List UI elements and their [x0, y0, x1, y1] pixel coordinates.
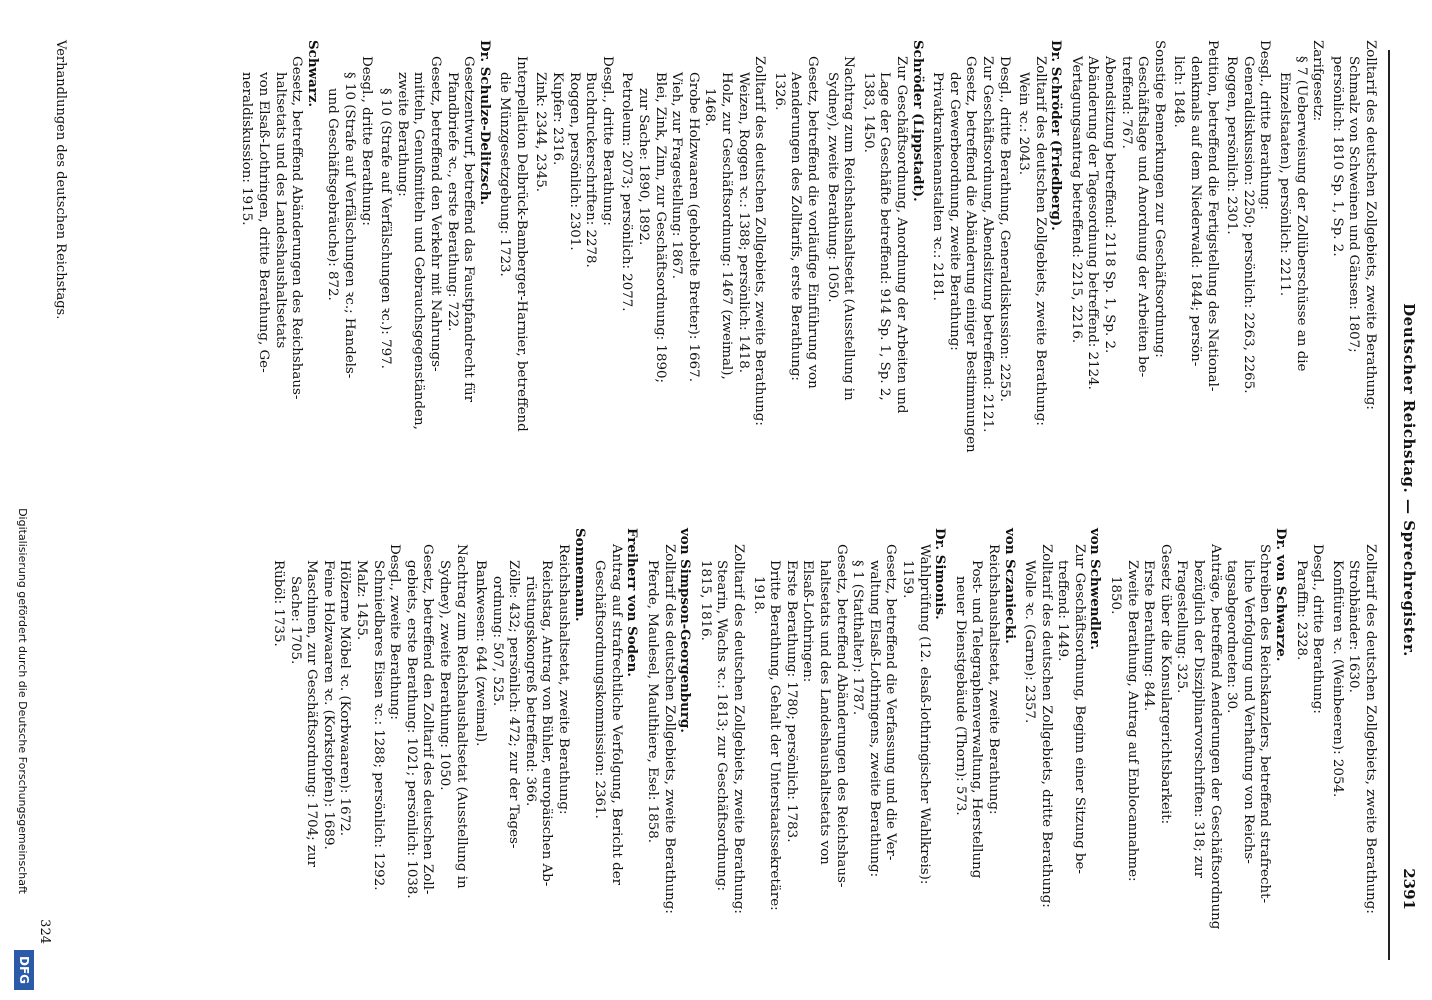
register-entry [696, 528, 746, 958]
running-title: Deutscher Reichstag. — Sprechregister. [1400, 303, 1418, 657]
entry-line: Hölzerne Möbel ꝛc. (Korbwaaren): 1672. [337, 560, 353, 836]
register-entry [859, 40, 925, 530]
entry-line: Zolltarif des deutschen Zollgebiets, dritte Berathung: [1038, 544, 1054, 908]
register-entry [1021, 528, 1104, 958]
entry-line: Schmiedbares Eisen ꝛc.: 1288; persönlich: 1292. [370, 560, 386, 891]
register-entry [1067, 40, 1167, 530]
entry-line: Zolltarif des deutschen Zollgebiets, zweite Berathung: [1363, 544, 1378, 914]
entry-line: neuer Dienstgebäude (Thorn): 573. [952, 576, 968, 816]
entry-line: Vertagungsantrag betreffend: 2215, 2216. [1068, 56, 1084, 344]
right-column [266, 528, 1378, 958]
digitization-notice [8, 60, 34, 990]
entry-line: Desgl., dritte Berathung: [1257, 40, 1273, 210]
entry-line: Anträge, betreffend Aenderungen der Geschäftsordnung [1207, 544, 1223, 930]
register-entry [472, 528, 588, 958]
entry-line: 1326. [771, 72, 787, 111]
register-entry [823, 40, 856, 530]
entry-line: haltsetats und des Landeshaushaltsetats von [817, 560, 832, 865]
register-entry [269, 528, 468, 958]
entry-line: von Elsaß-Lothringen, dritte Berathung, Ge- [256, 72, 271, 373]
entry-line: Gesetz, betreffend den Verkehr mit Nahrungs- [427, 56, 443, 372]
entry-line: die Münzgesetzgebung: 1723. [497, 72, 513, 277]
entry-line: Gesetz, betreffend den Zolltarif des deutschen Zoll- [420, 544, 436, 895]
register-entry [238, 40, 321, 530]
entry-line: Strohbänder: 1630. [1346, 560, 1362, 693]
register-entry [1328, 528, 1378, 958]
entry-line: Sache: 1705. [287, 576, 303, 665]
entry-line: Bankwesen: 644 (zweimal). [473, 560, 489, 747]
entry-line: zur Sache: 1890, 1892. [636, 88, 652, 246]
register-entry [324, 40, 374, 530]
entry-line: Zur Geschäftsordnung, Anordnung der Arbeiten und [893, 56, 909, 414]
entry-line: Rüböl: 1735. [271, 560, 286, 647]
speaker-name: Sonnemann. [571, 528, 588, 622]
entry-line: haltsetats und des Landeshaushaltsetats [272, 72, 288, 349]
running-head [1392, 50, 1418, 910]
entry-line: Roggen, persönlich: 2301. [1224, 56, 1240, 235]
entry-line: Schmalz von Schweinen und Gänsen: 1807; [1346, 56, 1362, 353]
entry-line: treffend: 767. [1118, 56, 1134, 149]
register-entry [929, 40, 1012, 530]
left-column [235, 40, 1378, 530]
entry-line: Zarifgesetz: [1310, 40, 1326, 122]
register-entry [1292, 528, 1325, 958]
entry-line: Kupfer: 2316. [550, 72, 566, 166]
entry-line: Zur Geschäftsordnung, Abendsitzung betreffend: 2121. [979, 56, 995, 433]
entry-line: Nachtrag zum Reichshaushaltsetat (Ausstellung in [453, 544, 469, 889]
entry-line: Zolltarif des deutschen Zollgebiets, zweite Berathung: [1363, 40, 1378, 410]
register-entry [1015, 40, 1065, 530]
entry-line: tagsabgeordneten: 30. [1224, 560, 1240, 714]
entry-line: liche Verfolgung und Verhaftung von Reichs- [1240, 560, 1256, 864]
entry-line: Holz, zur Geschäftsordnung: 1467 (zweimal), [719, 72, 735, 380]
entry-line: und Geschäftsgebräuche): 872. [325, 88, 341, 301]
register-entry [532, 40, 615, 530]
entry-line: Interpellation Delbrück-Bamberger-Harnier, betreffend [513, 56, 529, 432]
entry-line: Aenderungen des Zolltarifs, erste Berathung: [788, 72, 804, 381]
bottom-note: Verhandlungen des deutschen Reichstags. [53, 40, 68, 320]
entry-line: Roggen, persönlich: 2301. [566, 72, 582, 251]
speaker-name: Dr. von Schwarze. [1273, 528, 1290, 662]
register-entry [1107, 528, 1290, 958]
entry-line: Zink: 2344, 2345. [533, 72, 549, 193]
speaker-name: von Simpson-Georgenburg. [677, 528, 694, 733]
entry-line: Geschäftsordnungskommission: 2361. [592, 560, 608, 819]
page-number: 2391 [1400, 868, 1418, 910]
entry-line: Lage der Geschäfte betreffend: 914 Sp. 1, Sp. 2, [877, 72, 893, 401]
entry-line: Malz: 1455. [353, 560, 369, 641]
entry-line: Petition, betreffend die Fertigstellung des National- [1204, 40, 1220, 392]
entry-line: ordnung: 507, 525. [489, 576, 505, 707]
entry-line: Paraffin: 2328. [1293, 560, 1309, 661]
signature-mark: 324 [37, 919, 52, 944]
entry-line: Petroleum: 2073; persönlich: 2077. [619, 72, 635, 312]
dfg-logo: DFG [14, 950, 34, 990]
entry-line: 1468. [702, 88, 718, 127]
entry-line: der Gewerbeordnung, zweite Berathung: [946, 72, 962, 351]
register-entry [643, 528, 693, 958]
register-entry [1275, 40, 1325, 530]
entry-line: Zölle: 432; persönlich: 472; zur der Tages- [506, 560, 522, 849]
speaker-name: Dr. Simonis. [932, 528, 949, 620]
register-entry [496, 40, 529, 530]
entry-line: Generaldiskussion: 2250; persönlich: 2263, 2265. [1240, 56, 1256, 394]
register-entry [618, 40, 767, 530]
entry-line: Wahlprüfung (12. elsaß-lothringischer Wahlkreis): [916, 544, 932, 885]
entry-line: 1918. [750, 576, 766, 615]
entry-line: Wolle ꝛc. (Garne): 2357. [1022, 560, 1038, 724]
entry-line: Desgl., dritte Berathung: [358, 56, 374, 226]
entry-line: Sonstige Bemerkungen zur Geschäftsordnung: [1151, 40, 1167, 358]
entry-line: Post- und Telegraphenverwaltung, Herstellung [969, 560, 985, 879]
speaker-name: Dr. Schulze-Delitzsch. [476, 40, 493, 206]
entry-line: Einzelstaaten), persönlich: 2211. [1277, 72, 1293, 297]
entry-line: Pfandbriefe ꝛc., erste Berathung: 722. [444, 72, 460, 332]
entry-line: Reichstag, Antrag von Bühler, europäischen Ab- [539, 560, 555, 887]
entry-line: neraldiskussion: 1915. [239, 72, 255, 226]
entry-line: Pferde, Maulesel, Maulthiere, Esel: 1858. [645, 560, 661, 844]
entry-line: Stearin, Wachs ꝛc.: 1813; zur Geschäftsordnung: [714, 560, 730, 891]
entry-line: rüstungskongreß betreffend: 366. [522, 576, 538, 807]
speaker-name: Freiherr von Soden. [624, 528, 641, 677]
entry-line: Buchdruckerschriften: 2278. [583, 72, 599, 268]
entry-line: bezüglich der Disziplinarvorschriften: 318; zur [1191, 560, 1207, 878]
speaker-name: Dr. Schröder (Friedberg). [1048, 40, 1065, 231]
entry-line: 1383, 1450. [860, 72, 876, 153]
entry-line: Elsaß-Lothringen: [800, 560, 816, 683]
entry-line: lich: 1848. [1171, 56, 1187, 128]
header-rule [1388, 50, 1390, 960]
digitization-text: Digitalisierung gefördert durch die Deutsche Forschungsgemeinschaft [16, 508, 29, 894]
entry-line: Gesetz, betreffend Abänderungen des Reichshaus- [289, 56, 305, 400]
register-entry [591, 528, 641, 958]
entry-line: Desgl., dritte Berathung: [599, 56, 615, 226]
entry-line: denkmals auf dem Niederwald: 1844; persön- [1188, 56, 1204, 367]
entry-line: Desgl., zweite Berathung: [387, 544, 403, 720]
entry-line: Gesetzentwurf, betreffend das Faustpfandrecht für [461, 56, 477, 403]
entry-line: Abendsitzung betreffend: 2118 Sp. 1, Sp. 2. [1102, 56, 1118, 354]
entry-line: Gesetz, betreffend die vorläufige Einführung von [805, 56, 820, 389]
entry-line: Erste Berathung: 1780; persönlich: 1783. [783, 560, 799, 843]
entry-line: 1159. [899, 560, 915, 599]
entry-line: Antrag auf strafrechtliche Verfolgung, Bericht der [608, 544, 624, 886]
entry-line: § 10 (Strafe auf Verfälschungen ꝛc.): 797. [378, 88, 394, 369]
register-entry [770, 40, 820, 530]
speaker-name: von Sczaniecki. [1001, 528, 1018, 644]
entry-line: Zolltarif des deutschen Zollgebiets, zweite Berathung: [731, 544, 747, 914]
entry-line: Zolltarif des deutschen Zollgebiets, zweite Berathung: [1032, 56, 1048, 426]
entry-line: Abänderung der Tagesordnung betreffend: 2124. [1085, 56, 1101, 390]
speaker-name: von Schwendler. [1087, 528, 1104, 650]
register-entry [1328, 40, 1378, 530]
entry-line: Gesetz, betreffend die Abänderung einiger Bestimmungen [963, 56, 979, 453]
entry-line: Blei, Zink, Zinn, zur Geschäftsordnung: 1890; [652, 72, 668, 384]
register-entry [951, 528, 1017, 958]
entry-line: zweite Berathung: [394, 72, 410, 197]
entry-line: Dritte Berathung, Gehalt der Unterstaatssekretäre: [767, 560, 783, 911]
speaker-name: Schwarz. [304, 40, 321, 108]
entry-line: Reichshaushaltsetat, zweite Berathung: [985, 544, 1001, 815]
register-entry [377, 40, 493, 530]
entry-line: waltung Elsaß-Lothringens, zweite Berathung: [866, 560, 882, 878]
entry-line: Desgl., dritte Berathung, Generaldiskussion: 2255. [996, 56, 1012, 402]
entry-line: Zur Geschäftsordnung, Beginn einer Sitzung be- [1071, 544, 1087, 874]
register-entry [1223, 40, 1273, 530]
entry-line: Wein ꝛc.: 2043. [1016, 72, 1032, 175]
entry-line: persönlich: 1810 Sp. 1, Sp. 2. [1329, 56, 1345, 257]
register-entry [749, 528, 948, 958]
entry-line: mitteln, Genußmitteln und Gebrauchsgegenständen, [411, 72, 427, 430]
entry-line: 1850. [1108, 576, 1124, 615]
entry-line: Konfitüren ꝛc. (Weinbeeren): 2054. [1329, 560, 1345, 798]
speaker-name: Schröder (Lippstadt). [909, 40, 926, 202]
entry-line: Grobe Holzwaaren (gehobelte Bretter): 1667. [685, 72, 701, 382]
entry-line: Zolltarif des deutschen Zollgebiets, zweite Berathung: [752, 56, 768, 426]
entry-line: 1815, 1816. [697, 560, 713, 641]
entry-line: Zweite Berathung, Antrag auf Enblocannahme: [1124, 560, 1140, 882]
entry-line: Sydney), zweite Berathung: 1050. [436, 560, 452, 791]
entry-line: Fragestellung: 325. [1174, 560, 1190, 694]
entry-line: Weizen, Roggen ꝛc.: 1388; persönlich: 1418. [735, 72, 751, 374]
register-entry [1170, 40, 1220, 530]
entry-line: Gesetz über die Konsulargerichtsbarkeit: [1157, 544, 1173, 825]
entry-line: Vieh, zur Fragestellung: 1867. [669, 72, 685, 279]
entry-line: gebiets, erste Berathung: 1021; persönlich: 1038. [403, 560, 419, 899]
entry-line: § 10 (Strafe auf Verfälschungen ꝛc.; Handels- [341, 72, 357, 379]
entry-line: § 1 (Statthalter): 1787. [850, 560, 866, 716]
entry-line: Sydney), zweite Berathung: 1050. [824, 72, 840, 303]
entry-line: § 7 (Ueberweisung der Zollüberschüsse an die [1293, 56, 1309, 372]
entry-line: Gesetz, betreffend die Verfassung und die Ver- [883, 544, 899, 861]
entry-line: Nachtrag zum Reichshaushaltsetat (Ausstellung in [841, 56, 857, 401]
entry-line: Erste Berathung: 844. [1141, 560, 1157, 712]
entry-line: Desgl., dritte Berathung: [1310, 544, 1326, 714]
entry-line: Zolltarif des deutschen Zollgebiets, zweite Berathung: [661, 544, 677, 914]
entry-line: treffend: 1449. [1055, 560, 1071, 662]
entry-line: Geschäftslage und Anordnung der Arbeiten be- [1135, 56, 1151, 378]
entry-line: Feine Holzwaaren ꝛc. (Korkstopfen): 1689. [320, 560, 336, 850]
entry-line: Schreiben des Reichskanzlers, betreffend strafrecht- [1257, 544, 1273, 904]
entry-line: Reichshaushaltsetat, zweite Berathung: [556, 544, 572, 815]
entry-line: Privatkrankenanstalten ꝛc.: 2181. [930, 72, 946, 301]
entry-line: Maschinen, zur Geschäftsordnung: 1704; zur [304, 560, 320, 867]
entry-line: Gesetz, betreffend Abänderungen des Reichshaus- [833, 544, 849, 888]
